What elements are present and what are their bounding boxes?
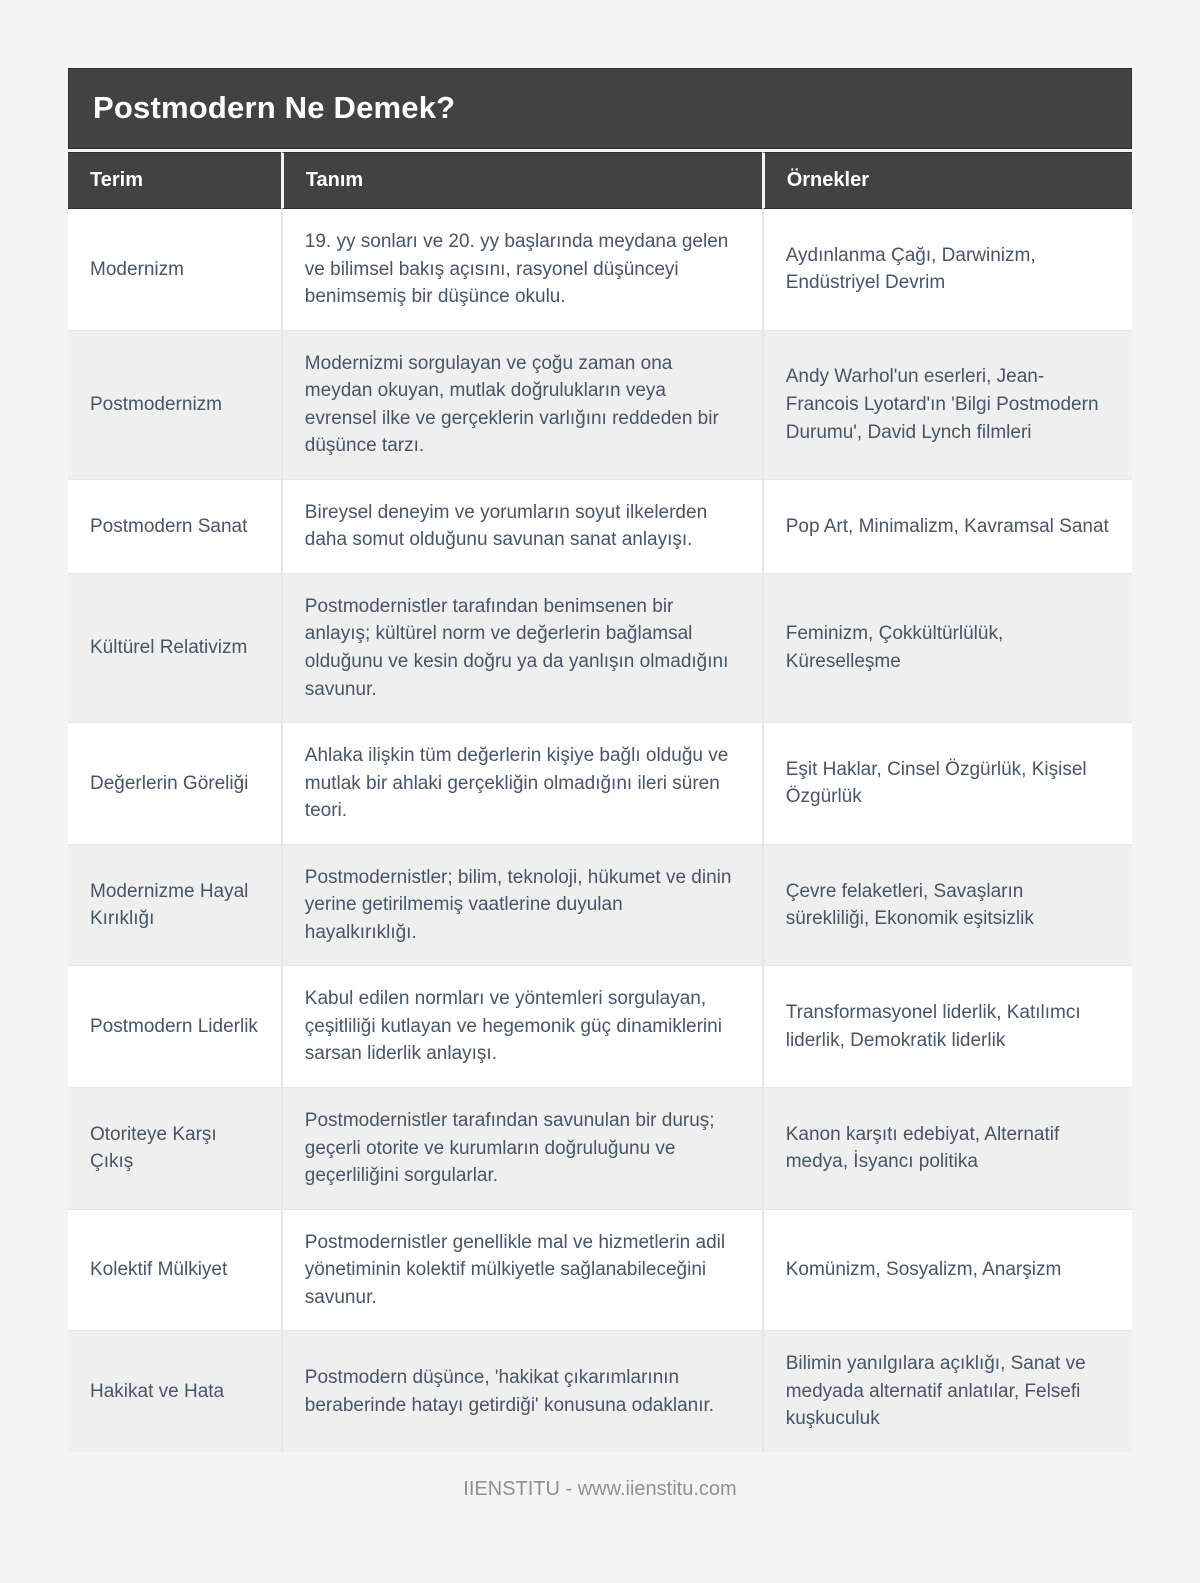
examples-cell: Bilimin yanılgılara açıklığı, Sanat ve medyada alternatif anlatılar, Felsefi kuşkuculuk [762,1330,1132,1452]
table-row [68,1330,1132,1452]
term-cell: Postmodern Sanat [68,479,281,573]
term-cell: Modernizm [68,209,281,330]
table-row [68,573,1132,722]
table-row [68,209,1132,330]
definition-cell: Postmodernistler genellikle mal ve hizmetlerin adil yönetiminin kolektif mülkiyetle sağlanabileceğini savunur. [281,1209,762,1331]
definition-cell: Kabul edilen normları ve yöntemleri sorgulayan, çeşitliliği kutlayan ve hegemonik güç dinamiklerini sarsan liderlik anlayışı. [281,965,762,1087]
term-cell: Kolektif Mülkiyet [68,1209,281,1331]
table-header [68,152,1132,209]
column-header-definition: Tanım [281,152,762,209]
footer-credit: IIENSTITU - www.iienstitu.com [463,1477,737,1500]
definition-cell: Postmodernistler tarafından savunulan bir duruş; geçerli otorite ve kurumların doğruluğunu ve geçerliliğini sorgularlar. [281,1087,762,1209]
examples-cell: Komünizm, Sosyalizm, Anarşizm [762,1209,1132,1331]
examples-cell: Andy Warhol'un eserleri, Jean-Francois Lyotard'ın 'Bilgi Postmodern Durumu', David Lynch filmleri [762,330,1132,479]
definition-cell: Postmodern düşünce, 'hakikat çıkarımlarının beraberinde hatayı getirdiği' konusuna odaklanır. [281,1330,762,1452]
examples-cell: Eşit Haklar, Cinsel Özgürlük, Kişisel Özgürlük [762,722,1132,844]
page-title: Postmodern Ne Demek? [68,68,1132,149]
table-row [68,965,1132,1087]
table-row [68,722,1132,844]
table-row [68,479,1132,573]
table-row [68,844,1132,966]
examples-cell: Feminizm, Çokkültürlülük, Küreselleşme [762,573,1132,722]
term-cell: Modernizme Hayal Kırıklığı [68,844,281,966]
table-row [68,330,1132,479]
term-cell: Otoriteye Karşı Çıkış [68,1087,281,1209]
examples-cell: Kanon karşıtı edebiyat, Alternatif medya, İsyancı politika [762,1087,1132,1209]
term-cell: Değerlerin Göreliği [68,722,281,844]
definitions-table [68,152,1132,1452]
definition-cell: Postmodernistler; bilim, teknoloji, hükumet ve dinin yerine getirilmemiş vaatlerine duyulan hayalkırıklığı. [281,844,762,966]
examples-cell: Aydınlanma Çağı, Darwinizm, Endüstriyel Devrim [762,209,1132,330]
term-cell: Hakikat ve Hata [68,1330,281,1452]
term-cell: Postmodern Liderlik [68,965,281,1087]
definition-cell: Ahlaka ilişkin tüm değerlerin kişiye bağlı olduğu ve mutlak bir ahlaki gerçekliğin olmadığını ileri süren teori. [281,722,762,844]
definition-cell: Modernizmi sorgulayan ve çoğu zaman ona meydan okuyan, mutlak doğrulukların veya evrensel ilke ve gerçeklerin varlığını reddeden bir düşünce tarzı. [281,330,762,479]
examples-cell: Transformasyonel liderlik, Katılımcı liderlik, Demokratik liderlik [762,965,1132,1087]
examples-cell: Pop Art, Minimalizm, Kavramsal Sanat [762,479,1132,573]
definition-cell: Postmodernistler tarafından benimsenen bir anlayış; kültürel norm ve değerlerin bağlamsal olduğunu ve kesin doğru ya da yanlışın olmadığını savunur. [281,573,762,722]
definition-cell: Bireysel deneyim ve yorumların soyut ilkelerden daha somut olduğunu savunan sanat anlayışı. [281,479,762,573]
definition-cell: 19. yy sonları ve 20. yy başlarında meydana gelen ve bilimsel bakış açısını, rasyonel düşünceyi benimsemiş bir düşünce okulu. [281,209,762,330]
column-header-term: Terim [68,152,281,209]
table-row [68,1087,1132,1209]
examples-cell: Çevre felaketleri, Savaşların sürekliliği, Ekonomik eşitsizlik [762,844,1132,966]
column-header-examples: Örnekler [762,152,1132,209]
term-cell: Kültürel Relativizm [68,573,281,722]
definition-card [68,68,1132,1452]
table-row [68,1209,1132,1331]
table-body [68,209,1132,1452]
term-cell: Postmodernizm [68,330,281,479]
